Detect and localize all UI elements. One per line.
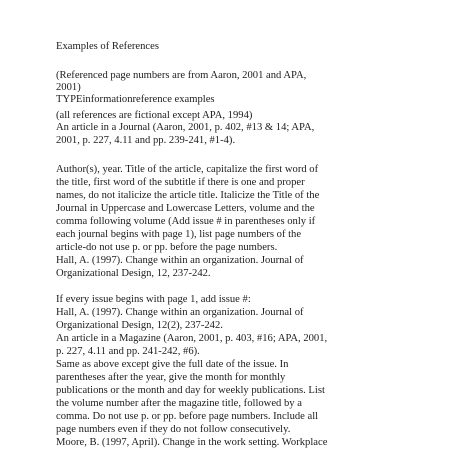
note-line: An article in a Journal (Aaron, 2001, p. 402, #13 & 14; APA, [56,122,315,133]
journal-format-line: each journal begins with page 1), list page numbers of the [56,229,302,240]
journal-format-line: names, do not italicize the article title. Italicize the Title of the [56,190,320,201]
magazine-heading-line: An article in a Magazine (Aaron, 2001, p. 403, #16; APA, 2001, [56,333,328,344]
journal-format-line: article-do not use p. or pp. before the page numbers. [56,242,278,253]
magazine-format-line: the volume number after the magazine title, followed by a [56,398,302,409]
journal-format-line: comma following volume (Add issue # in parentheses only if [56,216,316,227]
magazine-format-line: publications or the month and day for weekly publications. List [56,385,325,396]
reference-example: Organizational Design, 12, 237-242. [56,268,211,279]
reference-example: Organizational Design, 12(2), 237-242. [56,320,223,331]
magazine-format-line: Same as above except give the full date of the issue. In [56,359,289,370]
intro-line: (Referenced page numbers are from Aaron, 2001 and APA, [56,70,307,81]
intro-line: 2001) [56,82,81,93]
issue-rule-line: If every issue begins with page 1, add issue #: [56,294,251,305]
intro-line: TYPEinformationreference examples [56,94,215,105]
note-line: (all references are fictional except APA, 1994) [56,110,253,121]
journal-format-line: the title, first word of the subtitle if there is one and proper [56,177,305,188]
journal-format-line: Author(s), year. Title of the article, capitalize the first word of [56,164,319,175]
magazine-format-line: parentheses after the year, give the month for monthly [56,372,286,383]
magazine-heading-line: p. 227, 4.11 and pp. 241-242, #6). [56,346,200,357]
reference-example: Hall, A. (1997). Change within an organization. Journal of [56,255,304,266]
document-title: Examples of References [56,41,159,52]
journal-format-line: Journal in Uppercase and Lowercase Letters, volume and the [56,203,315,214]
magazine-format-line: page numbers even if they do not follow consecutively. [56,424,291,435]
reference-example: Hall, A. (1997). Change within an organization. Journal of [56,307,304,318]
note-line: 2001, p. 227, 4.11 and pp. 239-241, #1-4). [56,135,236,146]
reference-example: Moore, B. (1997, April). Change in the work setting. Workplace [56,437,328,448]
magazine-format-line: comma. Do not use p. or pp. before page numbers. Include all [56,411,319,422]
